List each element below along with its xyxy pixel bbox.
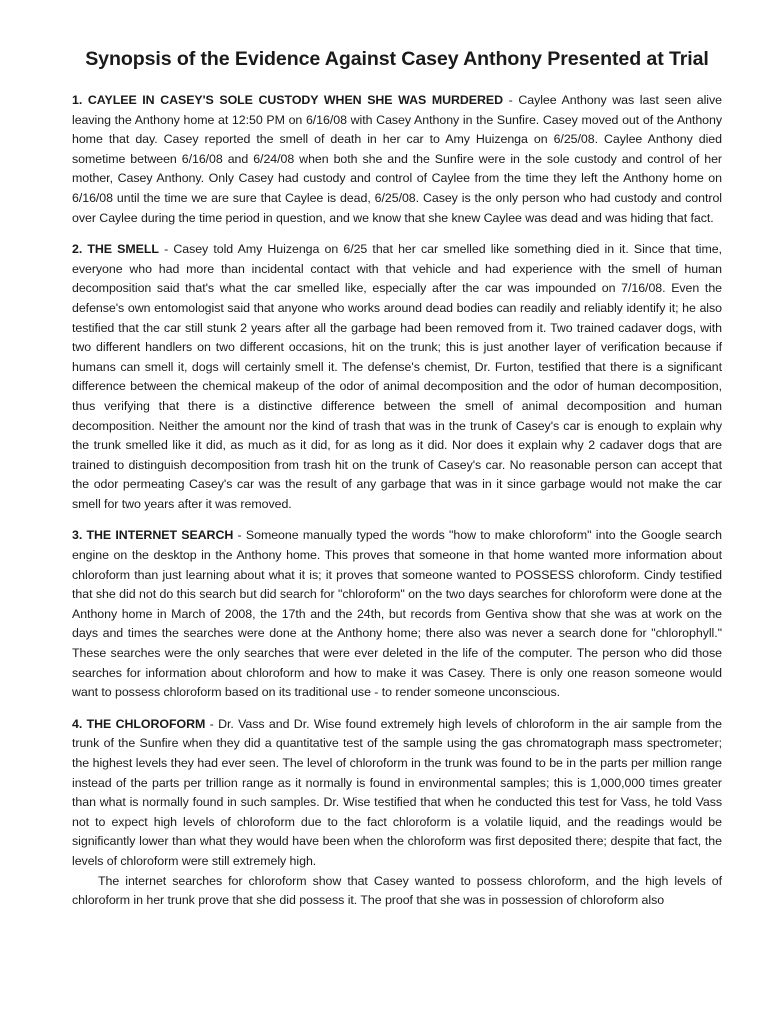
section-body: - Someone manually typed the words "how to make chloroform" into the Google search engine on the desktop in the Anthony home. This proves that someone in that home wanted more information about chloroform than just learning about what it is; it proves that someone wanted to POSSESS chloroform. Cindy testified that she did not do this search but did search for "chloroform" on the two days searches for chloroform were done at the Anthony home in March of 2008, the 17th and the 24th, but records from Gentiva show that she was at work on the days and times the searches were done at the Anthony home; there also was never a search done for "chlorophyll." These searches were the only searches that were ever deleted in the life of the computer. The person who did those searches for information about chloroform and how to make it was Casey. There is only one reason someone would want to possess chloroform based on its traditional use - to render someone unconscious. — [72, 528, 722, 700]
document-title: Synopsis of the Evidence Against Casey Anthony Presented at Trial — [85, 48, 709, 70]
section-smell — [72, 240, 722, 514]
section-heading: 1. CAYLEE IN CASEY'S SOLE CUSTODY WHEN SHE WAS MURDERED — [72, 93, 504, 107]
section-body: - Caylee Anthony was last seen alive leaving the Anthony home at 12:50 PM on 6/16/08 with Casey Anthony in the Sunfire. Casey moved out of the Anthony home that day. Casey reported the smell of death in her car to Amy Huizenga on 6/25/08. Caylee Anthony died sometime between 6/16/08 and 6/24/08 when both she and the Sunfire were in the sole custody and control of her mother, Casey Anthony. Only Casey had custody and control of Caylee from the time they left the Anthony home on 6/16/08 until the time we are sure that Caylee is dead, 6/25/08. Casey is the only person who had custody and control over Caylee during the time period in question, and we know that she knew Caylee was dead and was hiding that fact. — [72, 93, 722, 225]
continuation-paragraph: The internet searches for chloroform show that Casey wanted to possess chloroform, and the high levels of chloroform in her trunk prove that she did possess it. The proof that she was in possession of chloroform also — [72, 873, 722, 908]
section-heading: 3. THE INTERNET SEARCH — [72, 528, 234, 543]
section-custody — [72, 91, 722, 228]
section-heading: 2. THE SMELL — [72, 242, 159, 257]
section-body: - Casey told Amy Huizenga on 6/25 that her car smelled like something died in it. Since that time, everyone who had more than incidental contact with that vehicle and had experience with the smell of human decomposition said that's what the car smelled like, especially after the car was impounded on 7/16/08. Even the defense's own entomologist said that anyone who works around dead bodies can readily and reliably identify it; he also testified that the car still stunk 2 years after all the garbage had been removed from it. Two trained cadaver dogs, with two different handlers on two different occasions, hit on the trunk; this is just another layer of verification because if humans can smell it, dogs will certainly smell it. The defense's chemist, Dr. Furton, testified that there is a significant difference between the chemical makeup of the odor of animal decomposition and the odor of human decomposition, thus verifying that there is a distinctive difference between the smell of animal decomposition and human decomposition. Neither the amount nor the kind of trash that was in the trunk of Casey's car is enough to explain why the trunk smelled like it did, as much as it did, for as long as it did. Nor does it explain why 2 cadaver dogs that are trained to distinguish decomposition from trash hit on the trunk of Casey's car. No reasonable person can accept that the odor permeating Casey's car was the result of any garbage that was in it since garbage would not make the car smell for two years after it was removed. — [72, 242, 723, 511]
section-body: - Dr. Vass and Dr. Wise found extremely high levels of chloroform in the air sample from the trunk of the Sunfire when they did a quantitative test of the sample using the gas chromatograph mass spectrometer; the highest levels they had ever seen. The level of chloroform in the trunk was found to be in the parts per million range instead of the parts per trillion range as it normally is found in environmental samples; this is 1,000,000 times greater than what is normally found in such samples. Dr. Wise testified that when he conducted this test for Vass, he told Vass not to expect high levels of chloroform due to the fact chloroform is a volatile liquid, and the readings would be significantly lower than what they would have been when the chloroform was first deposited there; despite that fact, the levels of chloroform were still extremely high. — [72, 716, 722, 868]
section-chloroform — [72, 715, 722, 872]
section-heading: 4. THE CHLOROFORM — [72, 716, 206, 731]
section-internet-search — [72, 526, 722, 702]
